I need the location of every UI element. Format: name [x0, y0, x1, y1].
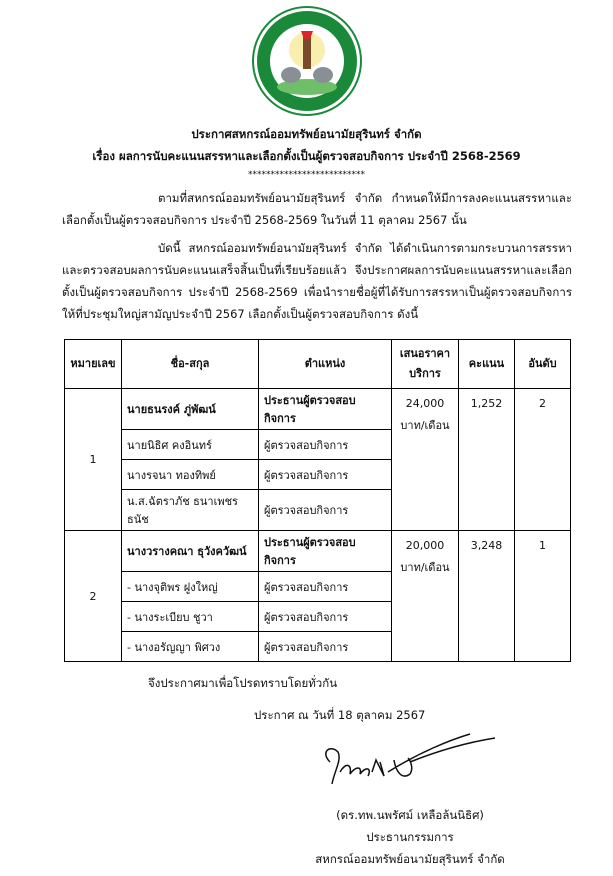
table-row: [65, 531, 571, 572]
header-rank: อันดับ: [515, 340, 571, 389]
announcement-title: ประกาศสหกรณ์ออมทรัพย์อนามัยสุรินทร์ จำกัด: [191, 127, 422, 141]
group-price: [392, 531, 459, 662]
group-number: 1: [65, 389, 122, 531]
header-name: ชื่อ-สกุล: [122, 340, 259, 389]
price-value: 24,000: [405, 397, 445, 410]
header-position: ตำแหน่ง: [259, 340, 392, 389]
closing-notice: จึงประกาศมาเพื่อโปรดทราบโดยทั่วกัน: [148, 676, 338, 690]
table-header-row: [65, 340, 571, 389]
price-unit: บาท/เดือน: [400, 419, 450, 432]
group-score: 3,248: [459, 531, 515, 662]
paragraph-2: บัดนี้ สหกรณ์ออมทรัพย์อนามัยสุรินทร์ จำกัด ได้ดำเนินการตามกระบวนการสรรหาและตรวจสอบผลการนับคะแนนเสร็จสิ้นเป็นที่เรียบร้อยแล้ว จึงประกาศผลการนับคะแนนสรรหาและเลือกตั้งเป็นผู้ตรวจสอบกิจการ ประจำปี 2568-2569 เพื่อนำรายชื่อผู้ที่ได้รับการสรรหาเป็นผู้ตรวจสอบกิจการให้ที่ประชุมใหญ่สามัญประจำปี 2567 เลือกตั้งเป็นผู้ตรวจสอบกิจการ ดังนี้: [62, 241, 572, 321]
group-number: 2: [65, 531, 122, 662]
group-score: 1,252: [459, 389, 515, 531]
signer-organization: สหกรณ์ออมทรัพย์อนามัยสุรินทร์ จำกัด: [315, 852, 505, 866]
member-position: ผู้ตรวจสอบกิจการ: [259, 490, 392, 531]
paragraph-1: ตามที่สหกรณ์ออมทรัพย์อนามัยสุรินทร์ จำกัด กำหนดให้มีการลงคะแนนสรรหาและเลือกตั้งเป็นผู้ตรวจสอบกิจการ ประจำปี 2568-2569 ในวันที่ 11 ตุลาคม 2567 นั้น: [62, 191, 572, 227]
member-name: นางวรางคณา ธุวังควัฒน์: [122, 531, 259, 572]
header-score: คะแนน: [459, 340, 515, 389]
group-rank: 2: [515, 389, 571, 531]
header-price: เสนอราคาบริการ: [392, 340, 459, 389]
member-position: ประธานผู้ตรวจสอบกิจการ: [259, 389, 392, 430]
group-rank: 1: [515, 531, 571, 662]
member-position: ผู้ตรวจสอบกิจการ: [259, 572, 392, 602]
announcement-date: ประกาศ ณ วันที่ 18 ตุลาคม 2567: [254, 708, 426, 722]
member-name: - นางจุติพร ฝูงใหญ่: [122, 572, 259, 602]
member-position: ผู้ตรวจสอบกิจการ: [259, 430, 392, 460]
member-name: นายธนรงค์ ภู่พัฒน์: [122, 389, 259, 430]
group-price: [392, 389, 459, 531]
member-name: น.ส.ฉัตราภัช ธนาเพชรธนัช: [122, 490, 259, 531]
table-row: [65, 389, 571, 430]
price-value: 20,000: [405, 539, 445, 552]
signer-name: (ดร.ทพ.นพรัศม์ เหลือล้นนิธิศ): [336, 808, 484, 822]
price-unit: บาท/เดือน: [400, 561, 450, 574]
cooperative-logo: [251, 5, 363, 117]
member-position: ประธานผู้ตรวจสอบกิจการ: [259, 531, 392, 572]
member-name: - นางระเบียบ ชูวา: [122, 602, 259, 632]
header-number: หมายเลข: [65, 340, 122, 389]
announcement-subject: เรื่อง ผลการนับคะแนนสรรหาและเลือกตั้งเป็นผู้ตรวจสอบกิจการ ประจำปี 2568-2569: [92, 149, 521, 163]
auditor-results-table: [64, 339, 571, 662]
signer-title: ประธานกรรมการ: [366, 830, 454, 844]
member-name: - นางอรัญญา พิศวง: [122, 632, 259, 662]
member-name: นางรจนา ทองทิพย์: [122, 460, 259, 490]
member-position: ผู้ตรวจสอบกิจการ: [259, 602, 392, 632]
separator: **************************: [248, 170, 365, 180]
member-position: ผู้ตรวจสอบกิจการ: [259, 632, 392, 662]
member-name: นายนิธิศ คงอินทร์: [122, 430, 259, 460]
signature: [310, 732, 500, 792]
member-position: ผู้ตรวจสอบกิจการ: [259, 460, 392, 490]
